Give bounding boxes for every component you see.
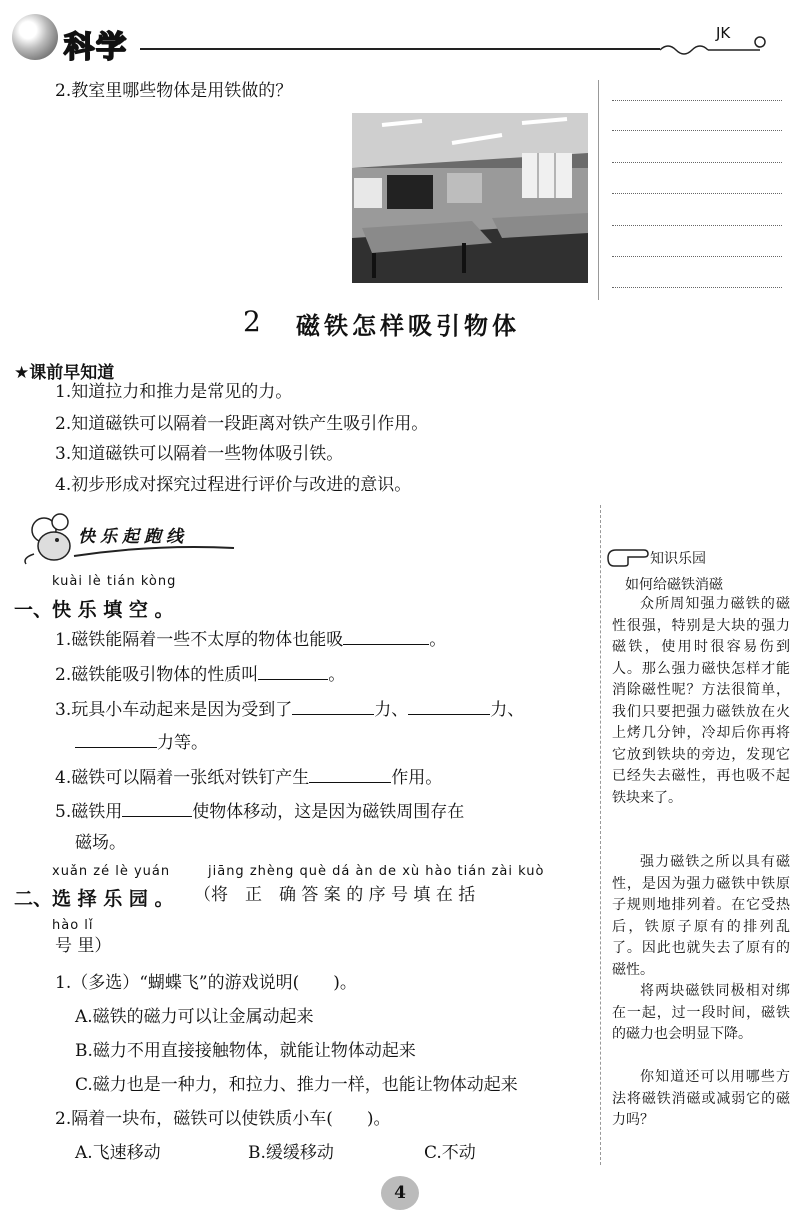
- choice-option[interactable]: B.缓缓移动: [248, 1143, 334, 1163]
- header-wave-icon: [660, 30, 770, 60]
- answer-line[interactable]: [612, 100, 782, 101]
- pinyin: jiāng zhèng què dá àn de xù hào tián zài kuò: [208, 864, 545, 879]
- choice-question-2: 2.隔着一块布，磁铁可以使铁质小车( )。: [55, 1109, 391, 1129]
- pinyin: kuài lè tián kòng: [52, 574, 177, 589]
- choice-instruction: （将 正 确 答 案 的 序 号 填 在 括: [194, 885, 476, 905]
- answer-blank[interactable]: [408, 700, 490, 715]
- choice-heading: 二、选 择 乐 园 。: [14, 888, 174, 910]
- prep-item: 1.知道拉力和推力是常见的力。: [55, 382, 293, 402]
- page-number: 4: [394, 1183, 406, 1203]
- pinyin: xuǎn zé lè yuán: [52, 864, 171, 879]
- fill-question-1: 1.磁铁能隔着一些不太厚的物体也能吸 。: [55, 630, 447, 650]
- fill-question-4: 4.磁铁可以隔着一张纸对铁钉产生 作用。: [55, 768, 443, 788]
- classroom-photo: [352, 113, 588, 283]
- answer-blank[interactable]: [292, 700, 374, 715]
- choice-option[interactable]: A.飞速移动: [75, 1143, 161, 1163]
- banner-title: 快乐起跑线: [78, 527, 188, 547]
- fill-heading: 一、快 乐 填 空 。: [14, 599, 174, 621]
- sidebar-tag: 知识乐园: [650, 551, 706, 567]
- series-code: JK: [716, 24, 731, 42]
- fill-question-5-cont: 磁场。: [75, 833, 126, 853]
- answer-line[interactable]: [612, 130, 782, 131]
- choice-option[interactable]: B.磁力不用直接接触物体，就能让物体动起来: [75, 1041, 416, 1061]
- answer-line[interactable]: [612, 287, 782, 288]
- answer-line[interactable]: [612, 256, 782, 257]
- choice-instruction-cont: 号 里）: [55, 936, 112, 956]
- sidebar-divider: [600, 505, 601, 1165]
- fill-question-5: 5.磁铁用 使物体移动，这是因为磁铁周围存在: [55, 802, 465, 822]
- fill-question-3: 3.玩具小车动起来是因为受到了 力、 力、: [55, 700, 525, 720]
- sidebar-paragraph: 众所周知强力磁铁的磁性很强，特别是大块的强力磁铁，使用时很容易伤到人。那么强力磁快怎样才能消除磁性呢？方法很简单，我们只要把强力磁铁放在火上烤几分钟，冷却后你再将它放到铁块的旁边，发现它已经失去磁性，再也吸不起铁块来了。: [612, 596, 790, 806]
- pinyin: hào lǐ: [52, 918, 94, 933]
- choice-question-1: 1.（多选）“蝴蝶飞”的游戏说明( )。: [55, 973, 357, 993]
- top-question: 2.教室里哪些物体是用铁做的？: [55, 81, 293, 101]
- answer-line[interactable]: [612, 162, 782, 163]
- pointing-hand-icon: [606, 544, 650, 568]
- notes-divider: [598, 80, 599, 300]
- prep-heading: ★课前早知道: [14, 363, 115, 383]
- choice-option[interactable]: A.磁铁的磁力可以让金属动起来: [75, 1007, 314, 1027]
- prep-item: 3.知道磁铁可以隔着一些物体吸引铁。: [55, 444, 344, 464]
- fill-question-2: 2.磁铁能吸引物体的性质叫 。: [55, 665, 346, 685]
- prep-item: 4.初步形成对探究过程进行评价与改进的意识。: [55, 475, 412, 495]
- sidebar-paragraph: 强力磁铁之所以具有磁性，是因为强力磁铁中铁原子规则地排列着。在它受热后，铁原子原有的排列乱了。因此也就失去了原有的磁性。: [612, 854, 790, 978]
- answer-line[interactable]: [612, 225, 782, 226]
- section-number: 2: [243, 305, 261, 338]
- answer-blank[interactable]: [75, 733, 157, 748]
- fill-question-3-cont: 力等。: [75, 733, 208, 752]
- choice-option[interactable]: C.磁力也是一种力，和拉力、推力一样，也能让物体动起来: [75, 1075, 518, 1095]
- subject-brand: 科学: [64, 30, 128, 65]
- choice-option[interactable]: C.不动: [424, 1143, 476, 1163]
- sidebar-paragraph: 你知道还可以用哪些方法将磁铁消磁或减弱它的磁力吗？: [612, 1069, 790, 1128]
- section-title: 磁铁怎样吸引物体: [296, 312, 520, 340]
- answer-blank[interactable]: [343, 630, 429, 645]
- answer-blank[interactable]: [122, 802, 192, 817]
- sidebar-paragraph: 将两块磁铁同极相对绑在一起，过一段时间，磁铁的磁力也会明显下降。: [612, 983, 790, 1042]
- prep-item: 2.知道磁铁可以隔着一段距离对铁产生吸引作用。: [55, 414, 429, 434]
- header-rule: [140, 48, 660, 50]
- sidebar-title: 如何给磁铁消磁: [625, 577, 723, 593]
- answer-blank[interactable]: [258, 665, 328, 680]
- answer-line[interactable]: [612, 193, 782, 194]
- answer-blank[interactable]: [309, 768, 391, 783]
- mascot-logo-icon: [12, 14, 58, 60]
